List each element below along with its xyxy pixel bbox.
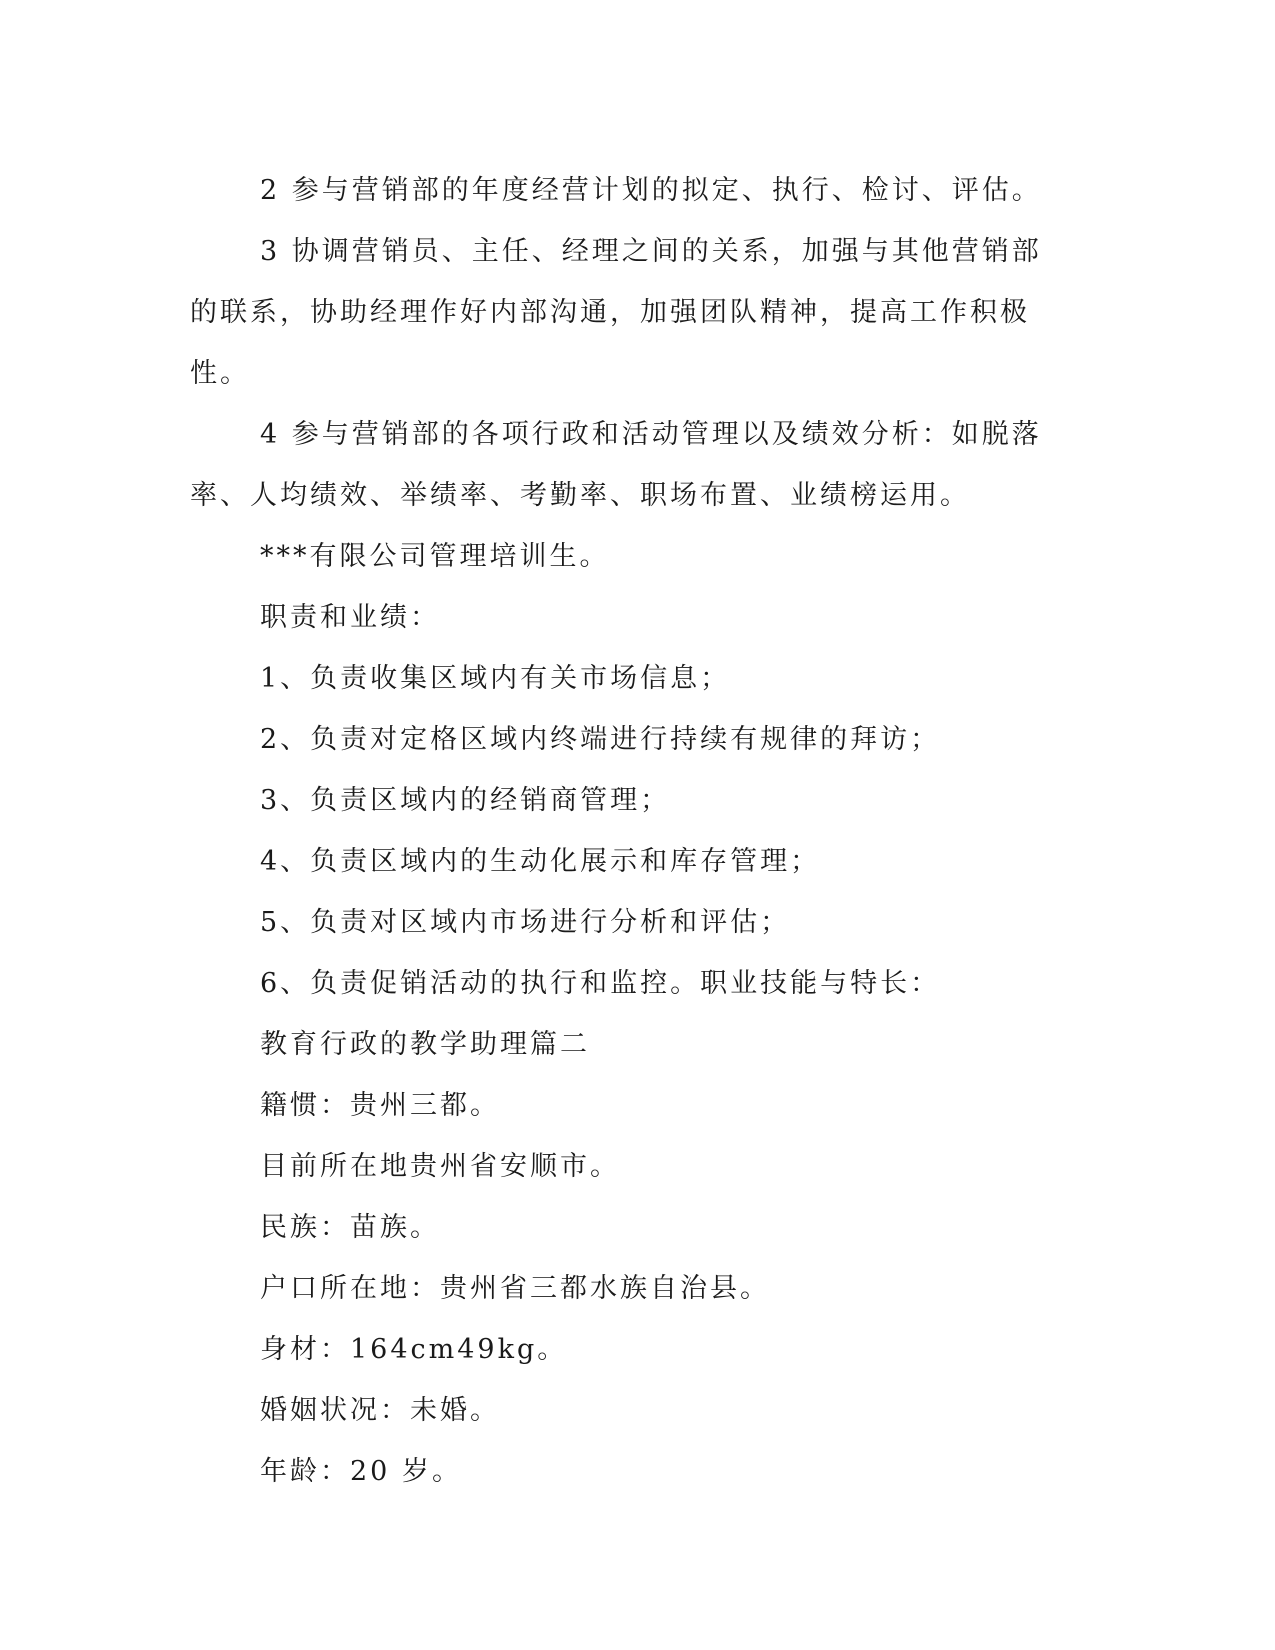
paragraph-coordination: 3 协调营销员、主任、经理之间的关系，加强与其他营销部的联系，协助经理作好内部沟通，加强团队精神，提高工作积极性。 xyxy=(190,236,1042,389)
duty-item-6: 6、负责促销活动的执行和监控。职业技能与特长： xyxy=(260,968,941,999)
paragraph-duties-heading: 职责和业绩： xyxy=(260,602,440,633)
document-body xyxy=(190,160,1070,1502)
paragraph-administration: 4 参与营销部的各项行政和活动管理以及绩效分析：如脱落率、人均绩效、举绩率、考勤率、职场布置、业绩榜运用。 xyxy=(190,419,1042,511)
info-marital-status: 婚姻状况：未婚。 xyxy=(260,1395,500,1426)
paragraph-plan: 2 参与营销部的年度经营计划的拟定、执行、检讨、评估。 xyxy=(260,175,1042,206)
info-body-size: 身材：164cm49kg。 xyxy=(260,1334,568,1365)
duty-item-5: 5、负责对区域内市场进行分析和评估； xyxy=(260,907,791,938)
duty-item-1: 1、负责收集区域内有关市场信息； xyxy=(260,663,731,694)
info-native-place: 籍惯：贵州三都。 xyxy=(260,1090,500,1121)
info-age: 年龄：20 岁。 xyxy=(260,1456,462,1487)
info-ethnicity: 民族：苗族。 xyxy=(260,1212,440,1243)
info-household-registration: 户口所在地：贵州省三都水族自治县。 xyxy=(260,1273,770,1304)
duty-item-3: 3、负责区域内的经销商管理； xyxy=(260,785,671,816)
duty-item-2: 2、负责对定格区域内终端进行持续有规律的拜访； xyxy=(260,724,941,755)
paragraph-company-trainee: ***有限公司管理培训生。 xyxy=(260,541,610,572)
section-title: 教育行政的教学助理篇二 xyxy=(260,1029,590,1060)
info-current-location: 目前所在地贵州省安顺市。 xyxy=(260,1151,620,1182)
duty-item-4: 4、负责区域内的生动化展示和库存管理； xyxy=(260,846,821,877)
